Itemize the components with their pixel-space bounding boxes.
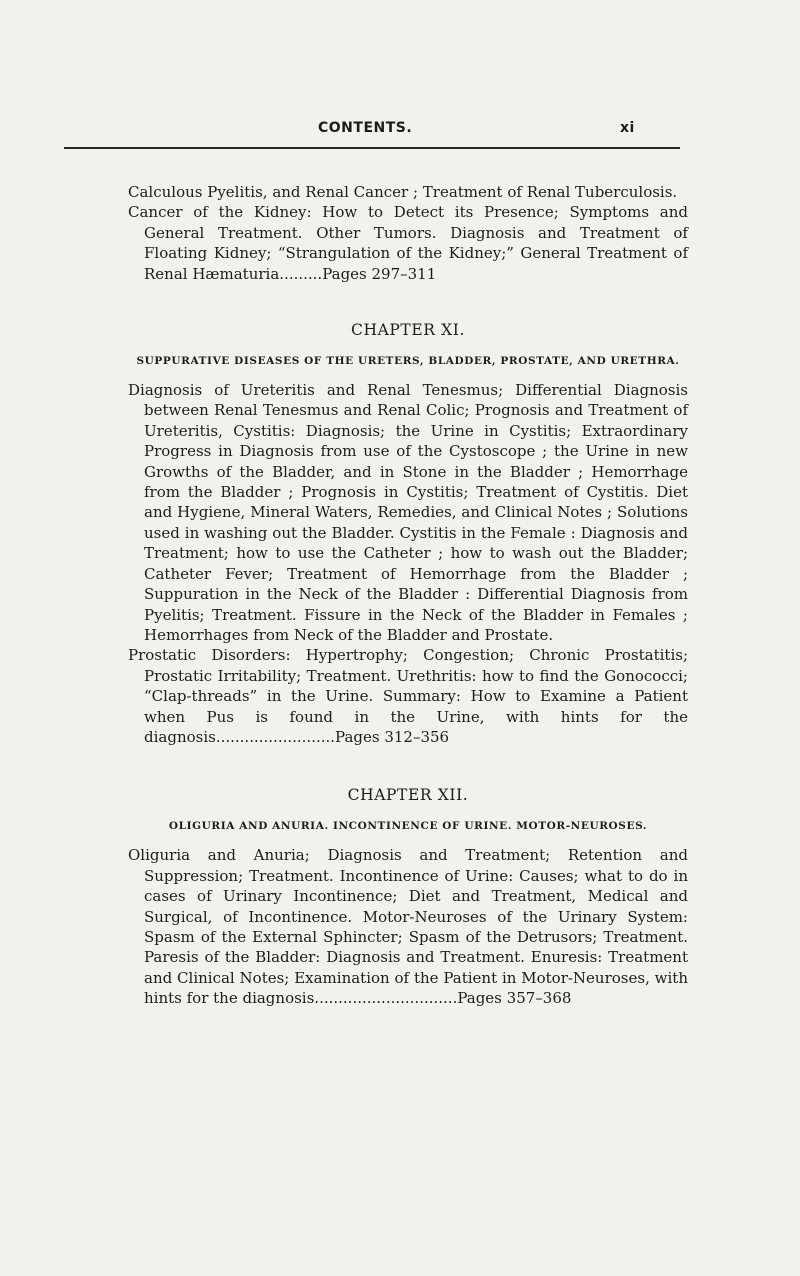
page-range: Pages 312–356 (335, 727, 450, 746)
chapter-xi (128, 320, 688, 747)
contents-body (128, 182, 688, 1009)
toc-entry (128, 380, 688, 645)
page-range: Pages 357–368 (457, 989, 572, 1008)
entry-text: Cancer of the Kidney: How to Detect its Presence; Symptoms and General Treatment. Other Tumors. Diagnosis and Treatment of Floating Kidney; “Strangulation of the Kidney;” General Treatment of Renal Hæmaturia......... (128, 203, 688, 283)
toc-entry (128, 645, 688, 747)
running-head-title: CONTENTS. (318, 120, 413, 136)
entry-text: Oliguria and Anuria; Diagnosis and Treatment; Retention and Suppression; Treatment. Incontinence of Urine: Causes; what to do in cases of Urinary Incontinence; Diet and Treatment, Medical and Surgical, of Incontinence. Motor-Neuroses of the Urinary System: Spasm of the External Sphincter; Spasm of the Detrusors; Treatment. Paresis of the Bladder: Diagnosis and Treatment. Enuresis: Treatment and Clinical Notes; Examination of the Patient in Motor-Neuroses, with hints for the diagnosis.............................. (128, 846, 688, 1008)
entry-text: Diagnosis of Ureteritis and Renal Tenesmus; Differential Diagnosis between Renal Tenesmus and Renal Colic; Prognosis and Treatment of Ureteritis, Cystitis: Diagnosis; the Urine in Cystitis; Extraordinary Progress in Diagnosis from use of the Cystoscope ; the Urine in new Growths of the Bladder, and in Stone in the Bladder ; Hemorrhage from the Bladder ; Prognosis in Cystitis; Treatment of Cystitis. Diet and Hygiene, Mineral Waters, Remedies, and Clinical Notes ; Solutions used in washing out the Bladder. Cystitis in the Female : Diagnosis and Treatment; how to use the Catheter ; how to wash out the Bladder; Catheter Fever; Treatment of Hemorrhage from the Bladder ; Suppuration in the Neck of the Bladder : Differential Diagnosis from Pyelitis; Treatment. Fissure in the Neck of the Bladder in Females ; Hemorrhages from Neck of the Bladder and Prostate. (128, 381, 688, 644)
header-rule (64, 147, 680, 149)
chapter-subtitle: SUPPURATIVE DISEASES OF THE URETERS, BLADDER, PROSTATE, AND URETHRA. (136, 355, 680, 368)
chapter-heading: CHAPTER XII. (347, 786, 469, 805)
page-range: Pages 297–311 (322, 264, 437, 283)
entry-text: Calculous Pyelitis, and Renal Cancer ; Treatment of Renal Tuberculosis. (128, 183, 678, 201)
section-continuation (128, 182, 688, 284)
page-number: xi (620, 120, 635, 136)
entry-text: Prostatic Disorders: Hypertrophy; Congestion; Chronic Prostatitis; Prostatic Irritability; Treatment. Urethritis: how to find the Gonococci; “Clap-threads” in the Urine. Summary: How to Examine a Patient when Pus is found in the Urine, with hints for the diagnosis......................... (128, 646, 688, 746)
chapter-subtitle: OLIGURIA AND ANURIA. INCONTINENCE OF URINE. MOTOR-NEUROSES. (168, 820, 648, 833)
toc-entry (128, 845, 688, 1008)
toc-entry (128, 202, 688, 284)
chapter-heading: CHAPTER XI. (351, 321, 465, 340)
toc-entry (128, 182, 688, 202)
chapter-xii (128, 785, 688, 1008)
running-head (60, 120, 710, 144)
